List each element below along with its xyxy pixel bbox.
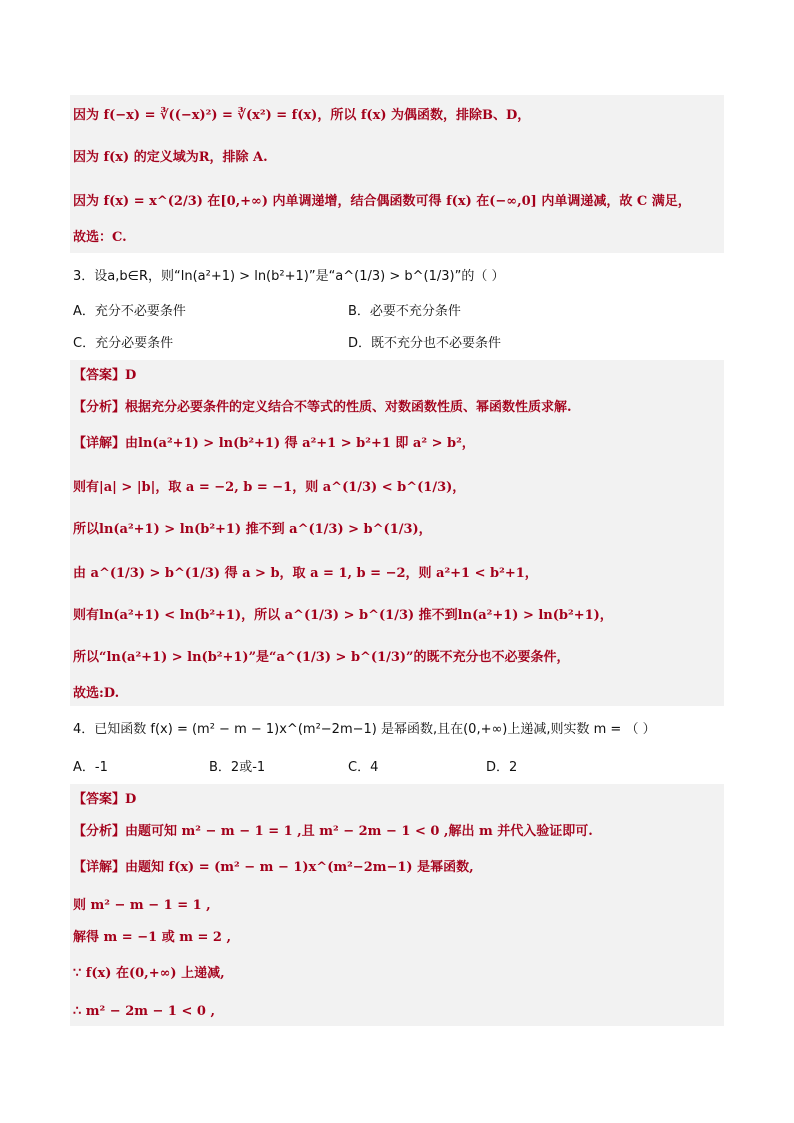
q3-analysis: 【分析】根据充分必要条件的定义结合不等式的性质、对数函数性质、幂函数性质求解. bbox=[73, 400, 572, 415]
q4-option-a: A．-1 bbox=[73, 760, 108, 775]
q3-option-a: A．充分不必要条件 bbox=[73, 304, 186, 319]
q3-stem: 3．设a,b∈R，则“ln(a²+1) > ln(b²+1)”是“a^(1/3) > b^(1/3)”的（ ） bbox=[73, 269, 505, 284]
q2-solution-line-1: 因为 f(−x) = ∛((−x)²) = ∛(x²) = f(x)，所以 f(x) 为偶函数，排除B、D， bbox=[73, 108, 531, 123]
q3-detail-line-3: 所以ln(a²+1) > ln(b²+1) 推不到 a^(1/3) > b^(1/3)， bbox=[73, 522, 432, 537]
q3-option-b: B．必要不充分条件 bbox=[348, 304, 461, 319]
q3-detail-line-4: 由 a^(1/3) > b^(1/3) 得 a > b，取 a = 1, b = −2，则 a²+1 < b²+1， bbox=[73, 566, 538, 581]
q4-answer: 【答案】D bbox=[73, 792, 137, 807]
q3-answer: 【答案】D bbox=[73, 368, 137, 383]
q2-solution-line-3: 因为 f(x) = x^(2/3) 在[0,+∞) 内单调递增，结合偶函数可得 f(x) 在(−∞,0] 内单调递减，故 C 满足， bbox=[73, 194, 691, 209]
q3-option-c: C．充分必要条件 bbox=[73, 336, 174, 351]
q4-detail-line-4: ∵ f(x) 在(0,+∞) 上递减, bbox=[73, 966, 225, 981]
q4-option-c: C．4 bbox=[348, 760, 379, 775]
q3-detail-line-6: 所以“ln(a²+1) > ln(b²+1)”是“a^(1/3) > b^(1/3)”的既不充分也不必要条件， bbox=[73, 650, 570, 665]
q2-solution-line-2: 因为 f(x) 的定义域为R，排除 A. bbox=[73, 150, 268, 165]
q4-option-d: D．2 bbox=[486, 760, 518, 775]
q4-detail-line-5: ∴ m² − 2m − 1 < 0 , bbox=[73, 1004, 216, 1019]
q3-option-d: D．既不充分也不必要条件 bbox=[348, 336, 502, 351]
q3-detail-line-2: 则有|a| > |b|，取 a = −2, b = −1，则 a^(1/3) < b^(1/3)， bbox=[73, 480, 466, 495]
q4-detail-line-2: 则 m² − m − 1 = 1 , bbox=[73, 898, 211, 913]
q4-option-b: B．2或-1 bbox=[209, 760, 266, 775]
q4-detail-line-3: 解得 m = −1 或 m = 2 , bbox=[73, 930, 232, 945]
q3-detail-line-7: 故选:D. bbox=[73, 686, 120, 701]
q3-detail-line-1: 【详解】由ln(a²+1) > ln(b²+1) 得 a²+1 > b²+1 即 a² > b²， bbox=[73, 436, 475, 451]
q3-detail-line-5: 则有ln(a²+1) < ln(b²+1)，所以 a^(1/3) > b^(1/3) 推不到ln(a²+1) > ln(b²+1)， bbox=[73, 608, 613, 623]
q4-stem: 4．已知函数 f(x) = (m² − m − 1)x^(m²−2m−1) 是幂函数,且在(0,+∞)上递减,则实数 m = （ ） bbox=[73, 722, 656, 737]
q2-solution-line-4: 故选：C. bbox=[73, 230, 127, 245]
q4-analysis: 【分析】由题可知 m² − m − 1 = 1 ,且 m² − 2m − 1 < 0 ,解出 m 并代入验证即可. bbox=[73, 824, 593, 839]
q4-detail-line-1: 【详解】由题知 f(x) = (m² − m − 1)x^(m²−2m−1) 是幂函数, bbox=[73, 860, 474, 875]
